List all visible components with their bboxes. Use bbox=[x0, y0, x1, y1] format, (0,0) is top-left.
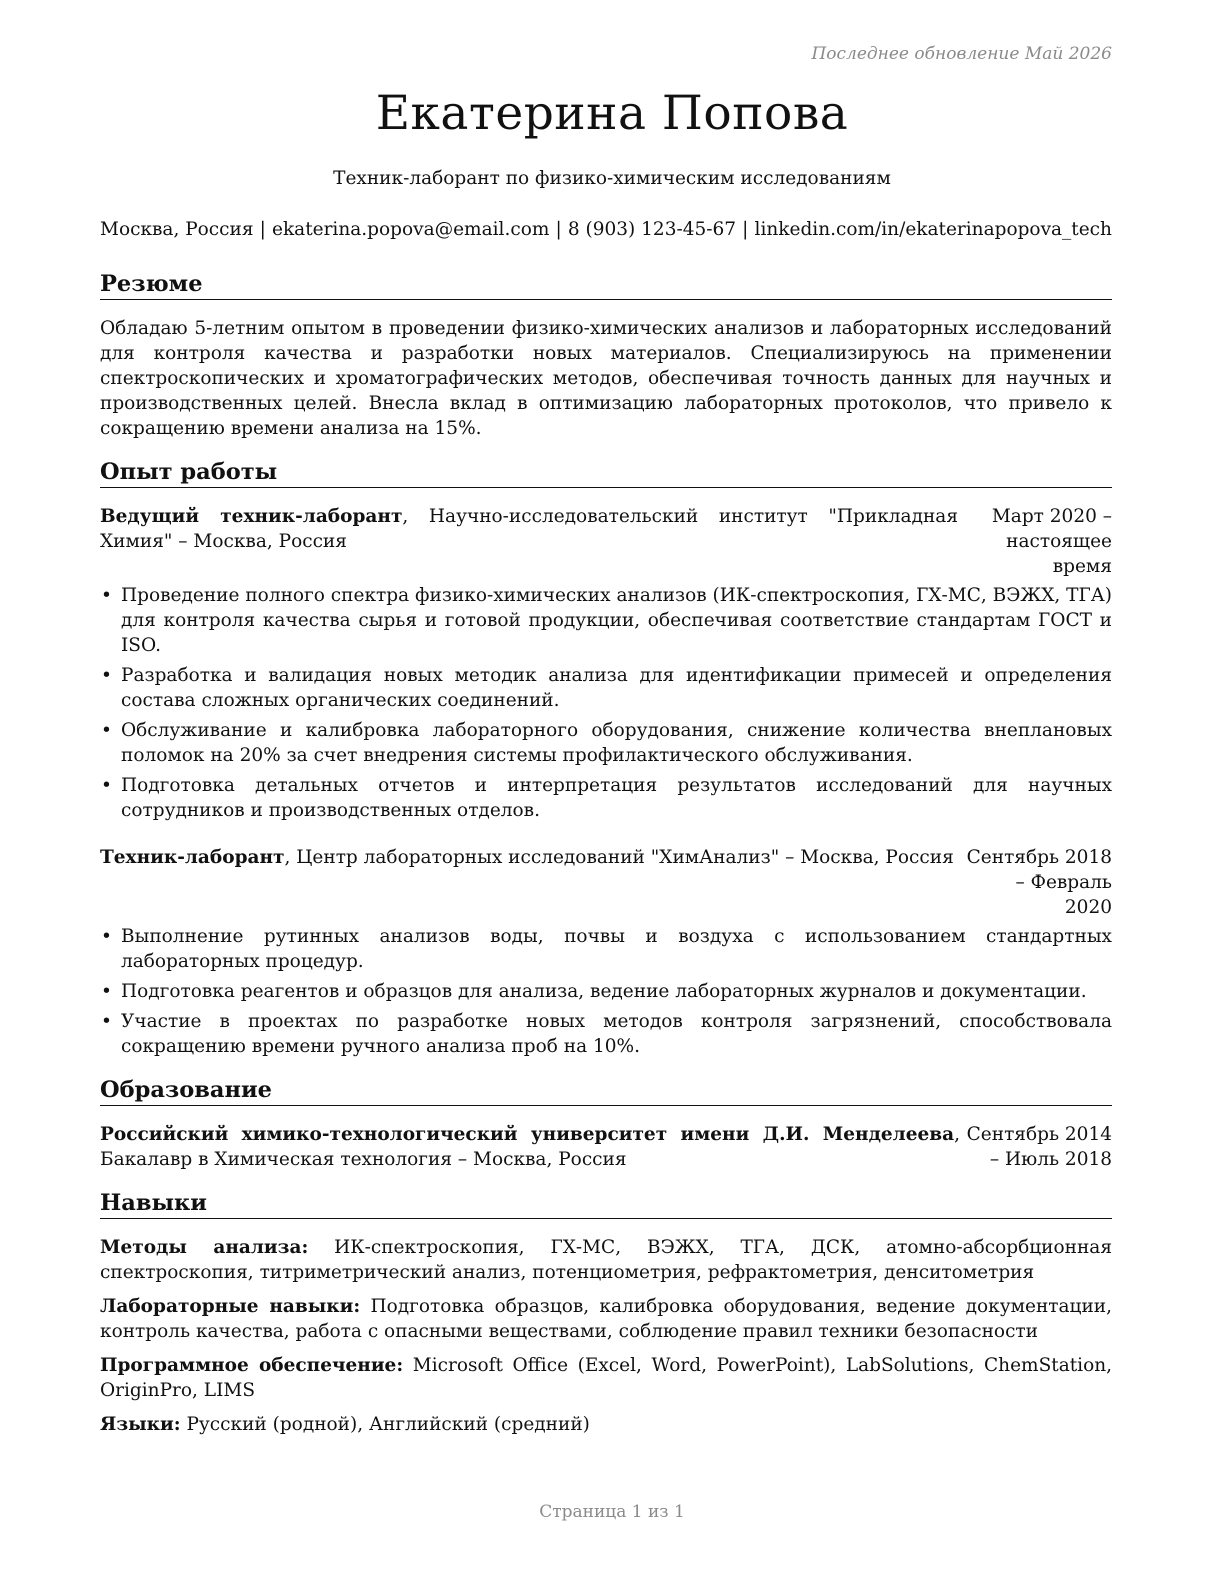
list-item bbox=[100, 773, 1112, 823]
contact-location: Москва, Россия bbox=[100, 219, 254, 240]
skill-text: Русский (родной), Английский (средний) bbox=[180, 1414, 590, 1435]
page-number: Страница 1 из 1 bbox=[539, 1502, 685, 1522]
bullet-text: Подготовка реагентов и образцов для анализа, ведение лабораторных журналов и документации. bbox=[121, 981, 1087, 1002]
job-role: Ведущий техник-лаборант bbox=[100, 506, 403, 527]
education-dates: Сентябрь 2014 – Июль 2018 bbox=[966, 1124, 1112, 1170]
job-title: Техник-лаборант по физико-химическим исследованиям bbox=[333, 168, 891, 189]
job-entry bbox=[100, 845, 1112, 1059]
skill-text: Подготовка образцов, калибровка оборудования, ведение документации, контроль качества, работа с опасными веществами, соблюдение правил техники безопасности bbox=[100, 1296, 1112, 1342]
candidate-name: Екатерина Попова bbox=[375, 86, 849, 141]
bullet-text: Обслуживание и калибровка лабораторного оборудования, снижение количества внеплановых поломок на 20% за счет внедрения системы профилактического обслуживания. bbox=[121, 720, 1112, 766]
bullet-text: Проведение полного спектра физико-химических анализов (ИК-спектроскопия, ГХ-МС, ВЭЖХ, ТГА) для контроля качества сырья и готовой продукции, обеспечивая соответствие стандартам ГОСТ и ISO. bbox=[121, 585, 1112, 656]
contact-separator: | bbox=[259, 219, 266, 240]
bullet-icon: • bbox=[101, 926, 112, 947]
skill-label: Лабораторные навыки: bbox=[100, 1296, 361, 1317]
education-school: Российский химико-технологический университет имени Д.И. Менделеева bbox=[100, 1124, 955, 1145]
contact-email[interactable]: ekaterina.popova@email.com bbox=[272, 219, 550, 240]
bullet-text: Выполнение рутинных анализов воды, почвы и воздуха с использованием стандартных лабораторных процедур. bbox=[121, 926, 1112, 972]
job-organization: , Центр лабораторных исследований "ХимАнализ" – Москва, Россия bbox=[284, 847, 954, 868]
skill-label: Методы анализа: bbox=[100, 1237, 309, 1258]
experience-heading: Опыт работы bbox=[100, 458, 1112, 488]
education-section bbox=[100, 1076, 1112, 1172]
bullet-text: Подготовка детальных отчетов и интерпретация результатов исследований для научных сотрудников и производственных отделов. bbox=[121, 775, 1112, 821]
skill-row bbox=[100, 1235, 1112, 1285]
list-item bbox=[100, 1009, 1112, 1059]
contact-separator: | bbox=[555, 219, 562, 240]
bullet-icon: • bbox=[101, 720, 112, 741]
job-bullets bbox=[100, 924, 1112, 1059]
bullet-text: Участие в проектах по разработке новых методов контроля загрязнений, способствовала сокращению времени ручного анализа проб на 10%. bbox=[121, 1011, 1112, 1057]
last-updated: Последнее обновление Май 2026 bbox=[811, 44, 1112, 64]
summary-text: Обладаю 5-летним опытом в проведении физико-химических анализов и лабораторных исследований для контроля качества и разработки новых материалов. Специализируюсь на применении спектроскопических и хроматографических методов, обеспечивая точность данных для научных и производственных целей. Внесла вклад в оптимизацию лабораторных протоколов, что привело к сокращению времени анализа на 15%. bbox=[100, 318, 1112, 439]
experience-section bbox=[100, 458, 1112, 1059]
bullet-icon: • bbox=[101, 775, 112, 796]
education-info bbox=[100, 1122, 960, 1172]
contact-phone[interactable]: 8 (903) 123-45-67 bbox=[567, 219, 737, 240]
contact-line bbox=[100, 219, 1112, 240]
education-entry bbox=[100, 1122, 1112, 1172]
bullet-icon: • bbox=[101, 665, 112, 686]
bullet-text: Разработка и валидация новых методик анализа для идентификации примесей и определения состава сложных органических соединений. bbox=[121, 665, 1112, 711]
list-item bbox=[100, 583, 1112, 658]
skill-text: ИК-спектроскопия, ГХ-МС, ВЭЖХ, ТГА, ДСК, атомно-абсорбционная спектроскопия, титриметрический анализ, потенциометрия, рефрактометрия, денситометрия bbox=[100, 1237, 1112, 1283]
job-role: Техник-лаборант bbox=[100, 847, 285, 868]
summary-heading: Резюме bbox=[100, 270, 1112, 300]
job-bullets bbox=[100, 583, 1112, 823]
job-header bbox=[100, 504, 1112, 579]
skills-heading: Навыки bbox=[100, 1189, 1112, 1219]
skill-label: Программное обеспечение: bbox=[100, 1355, 404, 1376]
list-item bbox=[100, 663, 1112, 713]
resume-content bbox=[100, 270, 1112, 1454]
bullet-icon: • bbox=[101, 585, 112, 606]
contact-separator: | bbox=[742, 219, 749, 240]
education-heading: Образование bbox=[100, 1076, 1112, 1106]
list-item bbox=[100, 924, 1112, 974]
job-dates: Сентябрь 2018 – Февраль 2020 bbox=[966, 847, 1112, 918]
skill-row bbox=[100, 1294, 1112, 1344]
skill-text: Microsoft Office (Excel, Word, PowerPoint), LabSolutions, ChemStation, OriginPro, LIMS bbox=[100, 1355, 1113, 1401]
contact-linkedin[interactable]: linkedin.com/in/ekaterinapopova_tech bbox=[754, 219, 1112, 240]
job-entry bbox=[100, 504, 1112, 823]
education-detail: , Бакалавр в Химическая технология – Москва, Россия bbox=[100, 1124, 960, 1170]
job-header bbox=[100, 845, 1112, 920]
job-dates: Март 2020 – настоящее время bbox=[991, 506, 1112, 577]
skill-row bbox=[100, 1412, 1112, 1437]
skill-label: Языки: bbox=[100, 1414, 181, 1435]
bullet-icon: • bbox=[101, 981, 112, 1002]
skills-section bbox=[100, 1189, 1112, 1437]
job-info bbox=[100, 504, 958, 554]
bullet-icon: • bbox=[101, 1011, 112, 1032]
job-info bbox=[100, 845, 958, 870]
skill-row bbox=[100, 1353, 1112, 1403]
job-organization: , Научно-исследовательский институт "Прикладная Химия" – Москва, Россия bbox=[100, 506, 958, 552]
summary-section bbox=[100, 270, 1112, 441]
list-item bbox=[100, 979, 1112, 1004]
list-item bbox=[100, 718, 1112, 768]
